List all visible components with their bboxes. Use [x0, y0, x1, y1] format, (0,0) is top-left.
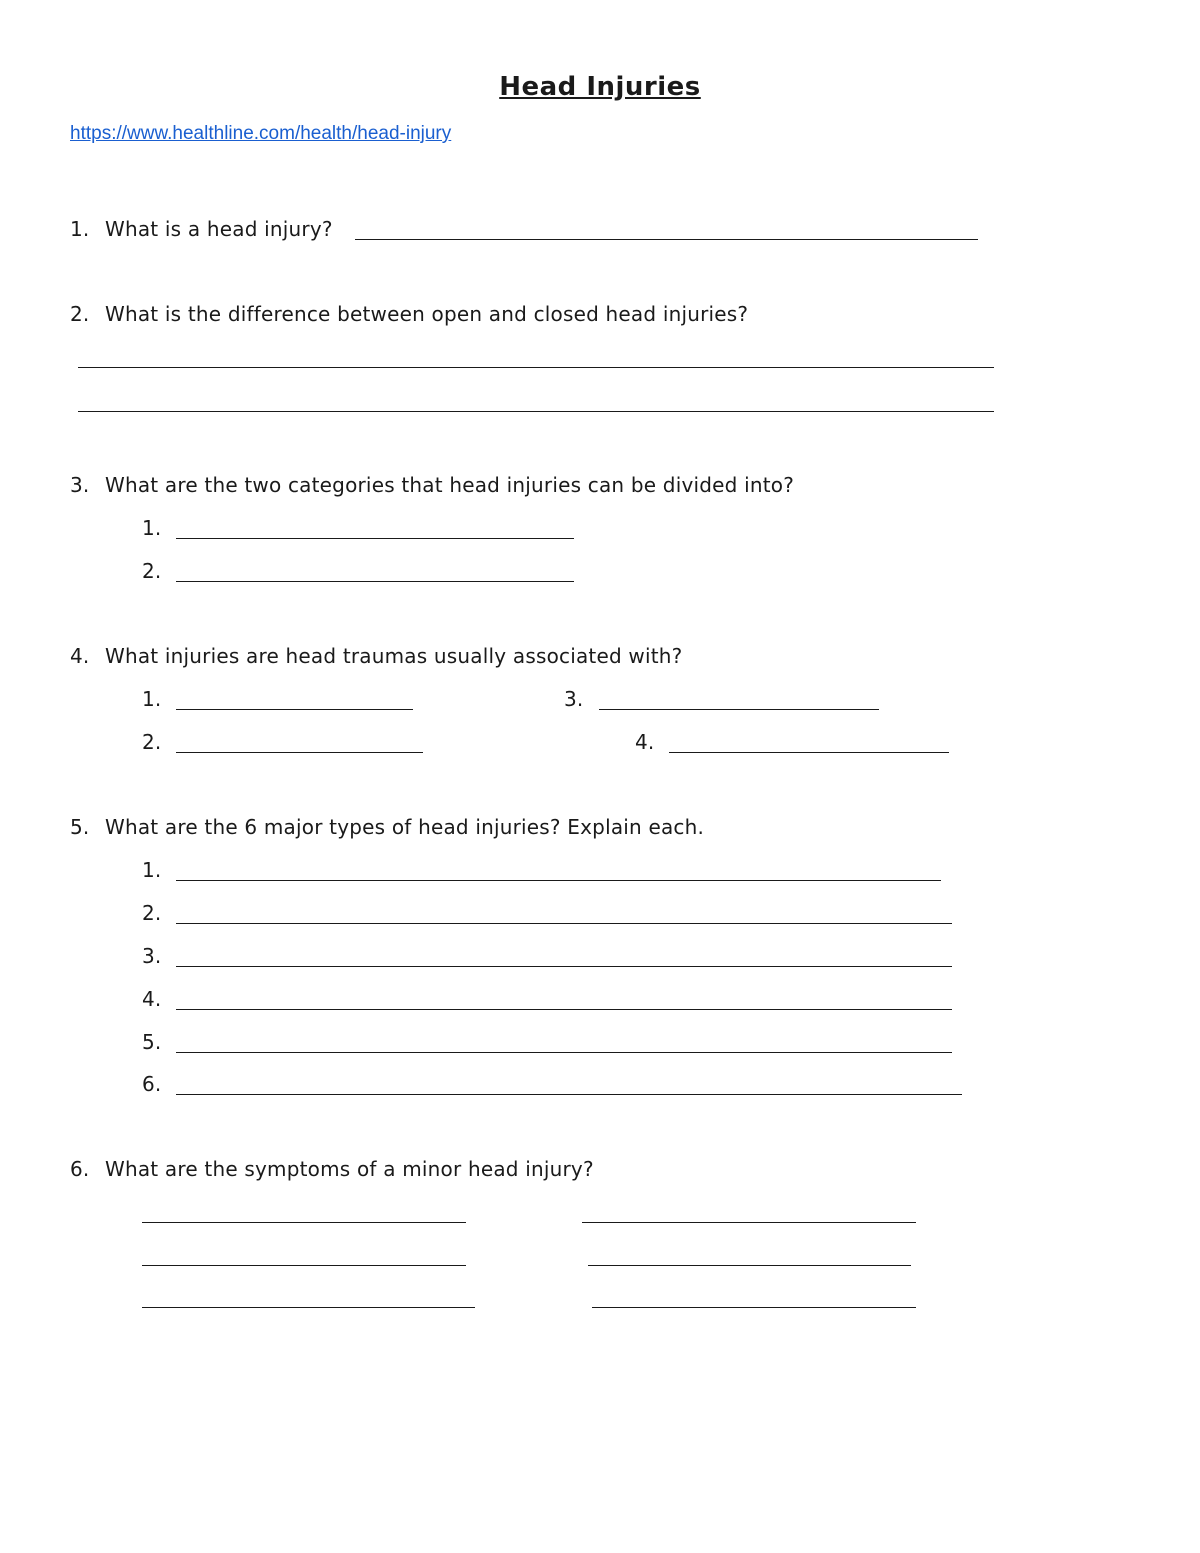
answer-number: 6. — [142, 1072, 162, 1096]
question-text: What is a head injury? — [105, 217, 333, 241]
answer-line[interactable] — [588, 1265, 911, 1266]
page-title: Head Injuries — [499, 72, 701, 102]
question-number: 3. — [70, 473, 90, 497]
answer-line[interactable] — [355, 239, 978, 240]
question-text: What is the difference between open and closed head injuries? — [105, 302, 749, 326]
question-number: 6. — [70, 1157, 90, 1181]
answer-line[interactable] — [176, 538, 574, 539]
answer-line[interactable] — [142, 1307, 475, 1308]
answer-line[interactable] — [176, 1094, 962, 1095]
answer-line[interactable] — [176, 581, 574, 582]
question-number: 2. — [70, 302, 90, 326]
answer-number: 5. — [142, 1030, 162, 1054]
answer-line[interactable] — [176, 709, 413, 710]
question-text: What are the two categories that head injuries can be divided into? — [105, 473, 795, 497]
question-number: 5. — [70, 815, 90, 839]
answer-line[interactable] — [582, 1222, 916, 1223]
answer-number: 3. — [564, 687, 584, 711]
question-text: What are the 6 major types of head injuries? Explain each. — [105, 815, 705, 839]
answer-line[interactable] — [592, 1307, 916, 1308]
answer-number: 2. — [142, 559, 162, 583]
answer-number: 2. — [142, 730, 162, 754]
question-text: What injuries are head traumas usually associated with? — [105, 644, 683, 668]
answer-number: 4. — [635, 730, 655, 754]
answer-line[interactable] — [176, 966, 952, 967]
answer-line[interactable] — [599, 709, 879, 710]
answer-line[interactable] — [176, 880, 941, 881]
answer-number: 3. — [142, 944, 162, 968]
answer-line[interactable] — [142, 1222, 466, 1223]
answer-line[interactable] — [669, 752, 949, 753]
answer-line[interactable] — [142, 1265, 466, 1266]
question-text: What are the symptoms of a minor head injury? — [105, 1157, 594, 1181]
answer-line[interactable] — [176, 1009, 952, 1010]
answer-number: 4. — [142, 987, 162, 1011]
answer-number: 2. — [142, 901, 162, 925]
answer-line[interactable] — [78, 367, 994, 368]
answer-number: 1. — [142, 858, 162, 882]
question-number: 1. — [70, 217, 90, 241]
question-number: 4. — [70, 644, 90, 668]
answer-number: 1. — [142, 687, 162, 711]
answer-line[interactable] — [176, 752, 423, 753]
source-link[interactable]: https://www.healthline.com/health/head-injury — [70, 123, 452, 144]
answer-line[interactable] — [176, 923, 952, 924]
answer-number: 1. — [142, 516, 162, 540]
answer-line[interactable] — [176, 1052, 952, 1053]
answer-line[interactable] — [78, 411, 994, 412]
